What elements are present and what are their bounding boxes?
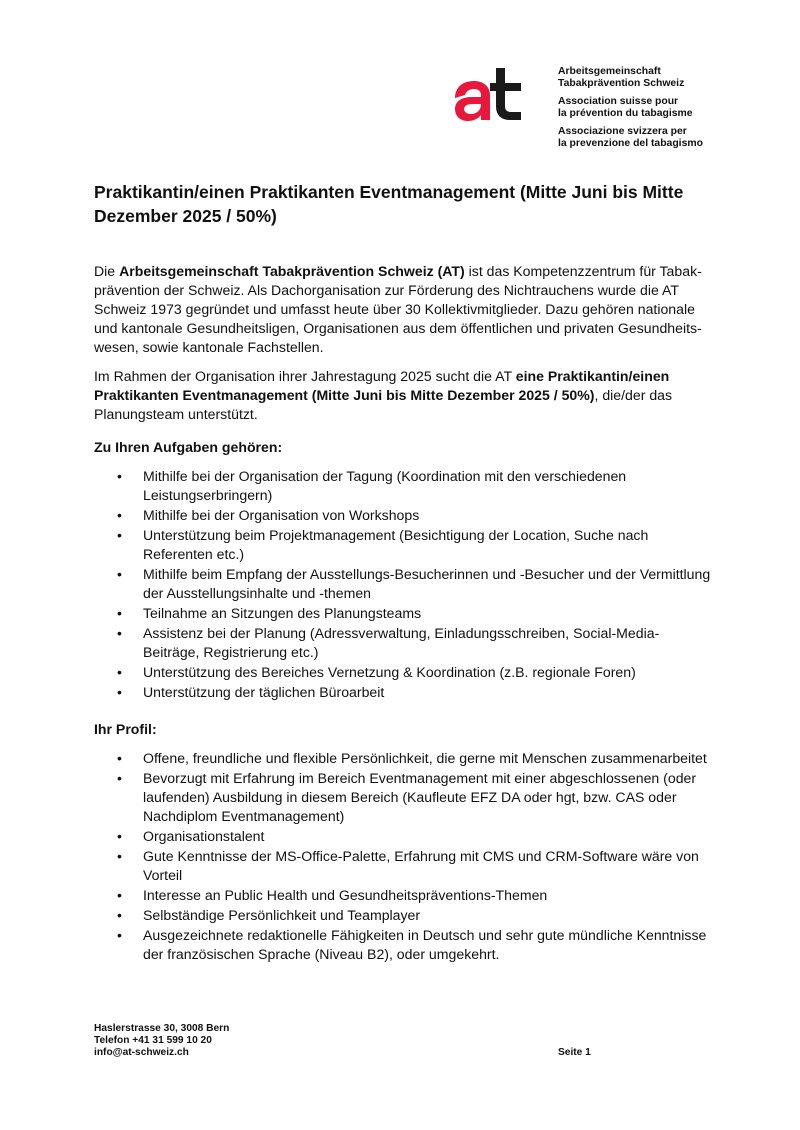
bullet-icon: • [117, 527, 122, 543]
list-item [94, 827, 714, 846]
bullet-icon: • [117, 566, 122, 582]
list-item [94, 683, 714, 702]
org-name-french [558, 96, 758, 120]
page-title: Praktikantin/einen Praktikanten Eventmanagement (Mitte Juni bis Mitte Dezember 2025 / 50%) [94, 182, 684, 226]
org-name-line: Associazione svizzera per [558, 126, 687, 137]
org-name-bold: Arbeitsgemeinschaft Tabakprävention Schweiz (AT) [119, 263, 465, 279]
bullet-icon: • [117, 887, 122, 903]
list-item-text: Organisationstalent [143, 828, 265, 844]
bullet-icon: • [117, 848, 122, 864]
intro-text: ist das Kompetenzzentrum für Tabak-prävention der Schweiz. Als Dachorganisation zur Förderung des Nichtrauchens wurde die AT Schweiz 1973 gegründet und umfasst heute über 30 Kollektivmitglieder. Dazu gehören nationale und kantonale Gesundheitsligen, Organisationen aus dem öffentlichen und privaten Gesundheits-wesen, sowie kantonale Fachstellen. [94, 263, 702, 355]
position-text: , die/der das Planungsteam unterstützt. [94, 387, 673, 422]
bullet-icon: • [117, 750, 122, 766]
header-logo-area [452, 66, 752, 156]
footer-email[interactable]: info@at-schweiz.ch [94, 1047, 189, 1058]
bullet-icon: • [117, 507, 122, 523]
list-item-text: Assistenz bei der Planung (Adressverwaltung, Einladungsschreiben, Social-Media-Beiträge, Registrierung etc.) [143, 625, 660, 660]
organization-names [558, 66, 758, 156]
list-item [94, 847, 714, 885]
list-item [94, 926, 714, 964]
list-item [94, 604, 714, 623]
list-item-text: Interesse an Public Health und Gesundheitspräventions-Themen [143, 887, 548, 903]
list-item [94, 749, 714, 768]
list-item [94, 506, 714, 525]
bullet-icon: • [117, 828, 122, 844]
list-item-text: Mithilfe bei der Organisation der Tagung (Koordination mit den verschiedenen Leistungserbringern) [143, 468, 627, 503]
footer-address: Haslerstrasse 30, 3008 Bern [94, 1023, 230, 1034]
list-item-text: Ausgezeichnete redaktionelle Fähigkeiten in Deutsch und sehr gute mündliche Kenntnisse der französischen Sprache (Niveau B2), oder umgekehrt. [143, 927, 707, 962]
list-item-text: Mithilfe bei der Organisation von Workshops [143, 507, 420, 523]
footer-contact [94, 1023, 229, 1059]
list-item-text: Unterstützung beim Projektmanagement (Besichtigung der Location, Suche nach Referenten etc.) [143, 527, 649, 562]
org-name-german [558, 66, 758, 90]
list-item [94, 467, 714, 505]
list-item-text: Unterstützung des Bereiches Vernetzung & Koordination (z.B. regionale Foren) [143, 664, 636, 680]
position-title-bold: eine Praktikantin/einen Praktikanten Eventmanagement (Mitte Juni bis Mitte Dezember 2025 / 50%) [94, 368, 670, 403]
list-item [94, 769, 714, 826]
at-logo-icon [452, 68, 524, 122]
position-text: Im Rahmen der Organisation ihrer Jahrestagung 2025 sucht die AT [94, 368, 516, 384]
list-item [94, 624, 714, 662]
list-item [94, 663, 714, 682]
list-item [94, 526, 714, 564]
bullet-icon: • [117, 664, 122, 680]
list-item [94, 886, 714, 905]
footer-phone: Telefon +41 31 599 10 20 [94, 1035, 212, 1046]
org-name-line: Arbeitsgemeinschaft [558, 66, 661, 77]
profile-list [94, 749, 714, 964]
list-item-text: Selbständige Persönlichkeit und Teamplayer [143, 907, 421, 923]
list-item-text: Gute Kenntnisse der MS-Office-Palette, Erfahrung mit CMS und CRM-Software wäre von Vorteil [143, 848, 699, 883]
org-name-line: Association suisse pour [558, 96, 679, 107]
tasks-heading: Zu Ihren Aufgaben gehören: [94, 439, 283, 455]
bullet-icon: • [117, 625, 122, 641]
bullet-icon: • [117, 605, 122, 621]
intro-text: Die [94, 263, 120, 279]
bullet-icon: • [117, 907, 122, 923]
list-item-text: Mithilfe beim Empfang der Ausstellungs-Besucherinnen und -Besucher und der Vermittlung der Ausstellungsinhalte und -themen [143, 566, 711, 601]
org-name-line: Tabakprävention Schweiz [558, 78, 685, 89]
bullet-icon: • [117, 468, 122, 484]
org-name-italian [558, 126, 758, 150]
bullet-icon: • [117, 927, 122, 943]
position-paragraph [94, 367, 714, 424]
bullet-icon: • [117, 770, 122, 786]
list-item-text: Bevorzugt mit Erfahrung im Bereich Eventmanagement mit einer abgeschlossenen (oder laufenden) Ausbildung in diesem Bereich (Kaufleute EFZ DA oder hgt, bzw. CAS oder Nachdiplom Eventmanagement) [143, 770, 697, 824]
page-number: Seite 1 [558, 1047, 591, 1058]
list-item-text: Offene, freundliche und flexible Persönlichkeit, die gerne mit Menschen zusammenarbeitet [143, 750, 707, 766]
org-name-line: la prevenzione del tabagismo [558, 138, 703, 149]
intro-paragraph [94, 262, 714, 357]
list-item-text: Unterstützung der täglichen Büroarbeit [143, 684, 385, 700]
bullet-icon: • [117, 684, 122, 700]
document-body [94, 262, 714, 965]
list-item [94, 906, 714, 925]
list-item-text: Teilnahme an Sitzungen des Planungsteams [143, 605, 422, 621]
org-name-line: la prévention du tabagisme [558, 108, 693, 119]
tasks-list [94, 467, 714, 702]
list-item [94, 565, 714, 603]
profile-heading: Ihr Profil: [94, 721, 157, 737]
